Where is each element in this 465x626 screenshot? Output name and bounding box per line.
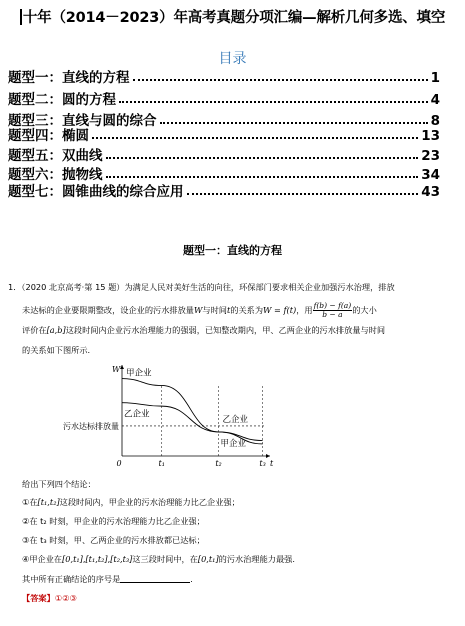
y-axis-label: W xyxy=(112,365,121,374)
toc-entry[interactable]: 题型七：圆锥曲线的综合应用 43 xyxy=(8,184,440,200)
series-label: 乙企业 xyxy=(222,414,249,425)
answer-line: 【答案】①②③ xyxy=(22,593,77,603)
x-tick-label: t₂ xyxy=(215,459,222,468)
toc-leader xyxy=(106,157,419,159)
x-axis-arrow xyxy=(266,454,270,458)
toc-leader xyxy=(187,193,419,195)
series-label: 乙企业 xyxy=(124,409,150,420)
toc-heading: 目录 xyxy=(218,51,247,67)
document-title: 十年（2014－2023）年高考真题分项汇编—解析几何多选、填空 xyxy=(0,6,465,27)
conclusion-3: ③在 t₃ 时刻，甲、乙两企业的污水排放都已达标； xyxy=(22,535,205,545)
section-heading: 题型一：直线的方程 xyxy=(183,244,282,257)
toc-leader xyxy=(106,176,419,178)
text-cursor xyxy=(20,9,22,25)
conclusion-1: ①在[t₁,t₂]这段时间内，甲企业的污水治理能力比乙企业强； xyxy=(22,497,240,507)
problem-line: 给出下列四个结论： xyxy=(22,479,96,489)
toc-entry[interactable]: 题型四：椭圆 13 xyxy=(8,128,440,144)
rate-fraction: $\frac{f(b) - f(a)}{b - a}$ xyxy=(313,301,352,319)
x-axis-label: t xyxy=(270,459,274,468)
problem-line: 评价在[a,b]这段时间内企业污水治理能力的强弱，已知整改期内，甲、乙两企业的污水排放量与时间 xyxy=(22,325,386,335)
toc-entry[interactable]: 题型五：双曲线 23 xyxy=(8,148,440,164)
toc-leader xyxy=(119,101,428,103)
toc-entry[interactable]: 题型六：抛物线 34 xyxy=(8,167,440,183)
series-label: 甲企业 xyxy=(126,368,152,379)
problem-line: 的关系如下图所示. xyxy=(22,345,91,355)
toc-leader xyxy=(133,79,428,81)
toc-entry[interactable]: 题型三：直线与圆的综合 8 xyxy=(8,113,440,129)
conclusion-4: ④甲企业在[0,t₁],[t₁,t₂],[t₂,t₃]这三段时间中，在[0,t₁]的污水治理能力最强. xyxy=(22,554,295,564)
toc-entry[interactable]: 题型二：圆的方程 4 xyxy=(8,92,440,108)
y-axis-arrow xyxy=(120,365,124,369)
conclusion-2: ②在 t₂ 时刻，甲企业的污水治理能力比乙企业强； xyxy=(22,516,205,526)
x-tick-label: t₃ xyxy=(259,459,266,468)
x-tick-label: t₁ xyxy=(158,459,165,468)
problem-line: 未达标的企业要限期整改，设企业的污水排放量W与时间t的关系为W = f(t)，用 $\frac{f(b) - f(a)}{b - a}$ 的大小 xyxy=(22,301,377,319)
reference-line-label: 污水达标排放量 xyxy=(63,421,119,431)
series-label: 甲企业 xyxy=(220,438,247,449)
pollution-chart xyxy=(63,362,275,470)
answer-blank[interactable] xyxy=(120,574,190,583)
x-tick-label: 0 xyxy=(116,459,122,468)
problem-line: 1．（2020 北京高考·第 15 题）为满足人民对美好生活的向往，环保部门要求相关企业加强污水治理，排放 xyxy=(8,282,395,292)
toc-entry[interactable]: 题型一：直线的方程 1 xyxy=(8,70,440,86)
question-line: 其中所有正确结论的序号是 . xyxy=(22,574,193,584)
toc-leader xyxy=(92,137,418,139)
